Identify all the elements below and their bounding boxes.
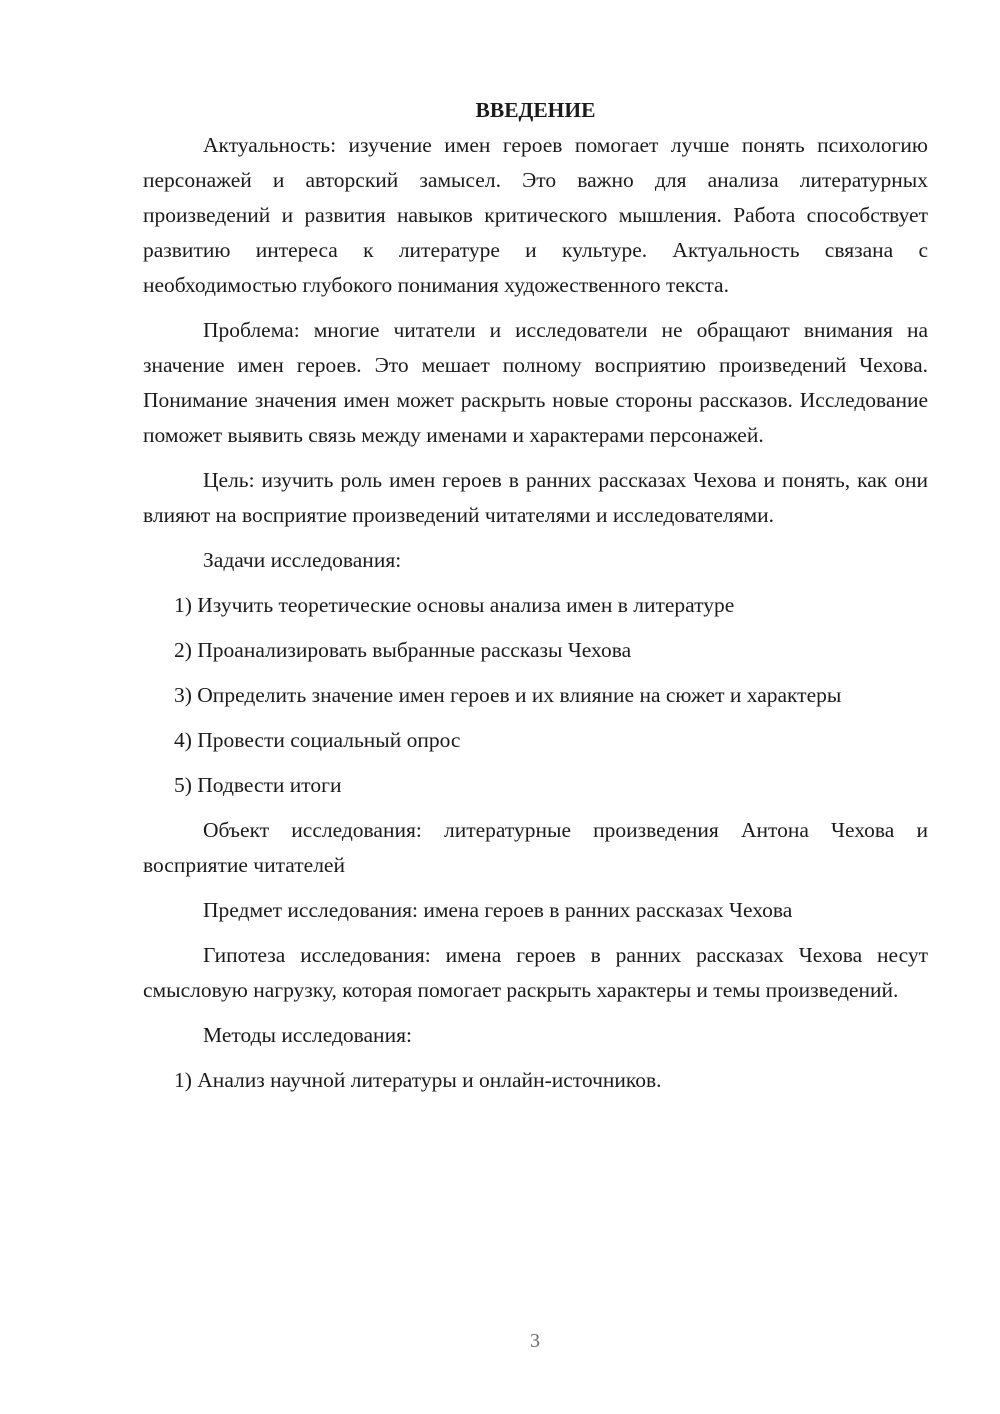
task-item-2: 2) Проанализировать выбранные рассказы Чехова: [174, 638, 632, 662]
task-item-5: 5) Подвести итоги: [174, 773, 342, 797]
task-item-1: 1) Изучить теоретические основы анализа имен в литературе: [174, 593, 735, 617]
page-number: 3: [530, 1330, 540, 1352]
problem-paragraph: Проблема: многие читатели и исследователи не обращают внимания на значение имен героев. Это мешает полному восприятию произведений Чехова. Понимание значения имен может раскрыть новые стороны рассказов. Исследование поможет выявить связь между именами и характерами персонажей.: [143, 318, 928, 447]
task-item-4: 4) Провести социальный опрос: [174, 728, 461, 752]
tasks-list: [143, 588, 928, 803]
task-item-3: 3) Определить значение имен героев и их влияние на сюжет и характеры: [174, 683, 842, 707]
tasks-title: Задачи исследования:: [203, 548, 402, 572]
object-paragraph: Объект исследования: литературные произведения Антона Чехова и восприятие читателей: [143, 818, 928, 877]
methods-list: [143, 1063, 928, 1098]
subject-paragraph: Предмет исследования: имена героев в ранних рассказах Чехова: [203, 898, 793, 922]
methods-title: Методы исследования:: [203, 1023, 412, 1047]
goal-paragraph: Цель: изучить роль имен героев в ранних рассказах Чехова и понять, как они влияют на восприятие произведений читателями и исследователями.: [143, 468, 928, 527]
page-title: ВВЕДЕНИЕ: [475, 98, 596, 122]
hypothesis-paragraph: Гипотеза исследования: имена героев в ранних рассказах Чехова несут смысловую нагрузку, которая помогает раскрыть характеры и темы произведений.: [143, 943, 928, 1002]
method-item-1: 1) Анализ научной литературы и онлайн-источников.: [174, 1068, 662, 1092]
document-page: [143, 92, 928, 1108]
relevance-paragraph: Актуальность: изучение имен героев помогает лучше понять психологию персонажей и авторский замысел. Это важно для анализа литературных произведений и развития навыков критического мышления. Работа способствует развитию интереса к литературе и культуре. Актуальность связана с необходимостью глубокого понимания художественного текста.: [143, 133, 928, 297]
